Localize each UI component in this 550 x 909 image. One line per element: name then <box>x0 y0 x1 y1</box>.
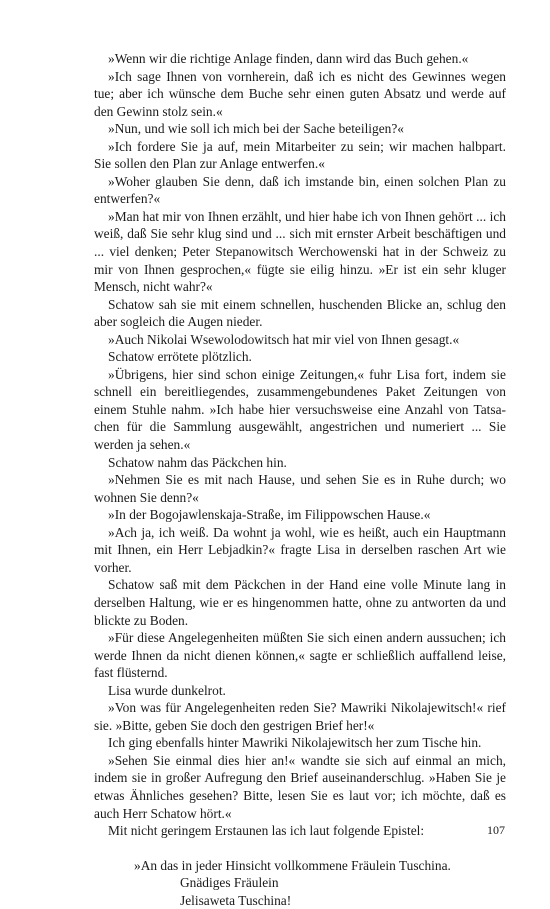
paragraph: »Ich sage Ihnen von vornherein, daß ich es nicht des Gewinnes wegen tue; aber ich wünsche dem Buche sehr einen guten Absatz und werde auf den Gewinn stolz sein.« <box>94 68 506 119</box>
body-text <box>94 50 506 909</box>
paragraph: Ich ging ebenfalls hinter Mawriki Nikolajewitsch her zum Tische hin. <box>108 735 482 751</box>
paragraph-gap <box>94 840 506 857</box>
paragraph: »Man hat mir von Ihnen erzählt, und hier habe ich von Ihnen gehört ... ich weiß, daß Sie sehr klug sind und ... sich mit ernster Arbeit beschäftigen und ... viel denken; Peter Stepanowitsch Werchowenski hat in der Schweiz zu mir von Ihnen gesprochen,« fügte sie eilig hinzu. »Er ist ein sehr kluger Mensch, nicht wahr?« <box>94 208 506 295</box>
letter-address: »An das in jeder Hinsicht vollkommene Fräulein Tuschina. <box>134 857 451 873</box>
paragraph: »Von was für Angelegenheiten reden Sie? Mawriki Nikolajewitsch!« rief sie. »Bitte, geben Sie doch den gestrigen Brief her!« <box>94 700 506 733</box>
paragraph: »Für diese Angelegenheiten müßten Sie sich einen andern aussuchen; ich werde Ihnen da nicht dienen können,« sagte er schließlich auffallend leise, fast flüsternd. <box>94 630 506 681</box>
paragraph: Lisa wurde dunkelrot. <box>108 682 226 698</box>
paragraph: Schatow nahm das Päckchen hin. <box>108 454 287 470</box>
paragraph: »Woher glauben Sie denn, daß ich imstande bin, einen solchen Plan zu entwerfen?« <box>94 173 506 207</box>
page-number: 107 <box>487 823 505 837</box>
paragraph: Schatow sah sie mit einem schnellen, huschenden Blicke an, schlug den aber sogleich die Augen nieder. <box>94 296 506 330</box>
letter-recipient: Jelisaweta Tuschina! <box>180 892 292 908</box>
paragraph: Schatow saß mit dem Päckchen in der Hand eine volle Minute lang in derselben Haltung, wie er es hingenommen hatte, ohne zu antworten da und blickte zu Boden. <box>94 577 506 628</box>
paragraph: »Ich fordere Sie ja auf, mein Mitarbeiter zu sein; wir machen halbpart. Sie sollen den Plan zur Anlage entwerfen.« <box>94 138 506 172</box>
paragraph: »Nun, und wie soll ich mich bei der Sache beteiligen?« <box>108 121 404 137</box>
paragraph: »Ach ja, ich weiß. Da wohnt ja wohl, wie es heißt, auch ein Hauptmann mit Ihnen, ein Herr Lebjadkin?« fragte Lisa in derselben raschen Art wie vorher. <box>94 524 506 575</box>
paragraph: Schatow errötete plötzlich. <box>108 349 252 365</box>
paragraph: Mit nicht geringem Erstaunen las ich laut folgende Epistel: <box>108 823 425 839</box>
paragraph: »Auch Nikolai Wsewolodowitsch hat mir viel von Ihnen gesagt.« <box>108 331 460 347</box>
paragraph: »Übrigens, hier sind schon einige Zeitungen,« fuhr Lisa fort, indem sie schnell ein bereitliegendes, zusammengebundenes Paket Zeitungen von einem Stuhle nahm. »Ich habe hier versuchsweise eine Anzahl von Tatsachen für die Sammlung ausgewählt, angestrichen und numeriert ... Sie werden ja sehen.« <box>94 366 506 453</box>
paragraph: »Nehmen Sie es mit nach Hause, und sehen Sie es in Ruhe durch; wo wohnen Sie denn?« <box>94 472 506 505</box>
letter-salutation: Gnädiges Fräulein <box>180 875 279 891</box>
paragraph: »Wenn wir die richtige Anlage finden, dann wird das Buch gehen.« <box>108 51 469 66</box>
paragraph: »Sehen Sie einmal dies hier an!« wandte sie sich auf einmal an mich, indem sie in großer Aufregung den Brief auseinanderschlug. »Haben Sie je etwas Ähnliches gesehen? Bitte, lesen Sie es laut vor; ich möchte, daß es auch Herr Schatow hört.« <box>94 752 506 821</box>
paragraph: »In der Bogojawlenskaja-Straße, im Filippowschen Hause.« <box>108 507 431 523</box>
